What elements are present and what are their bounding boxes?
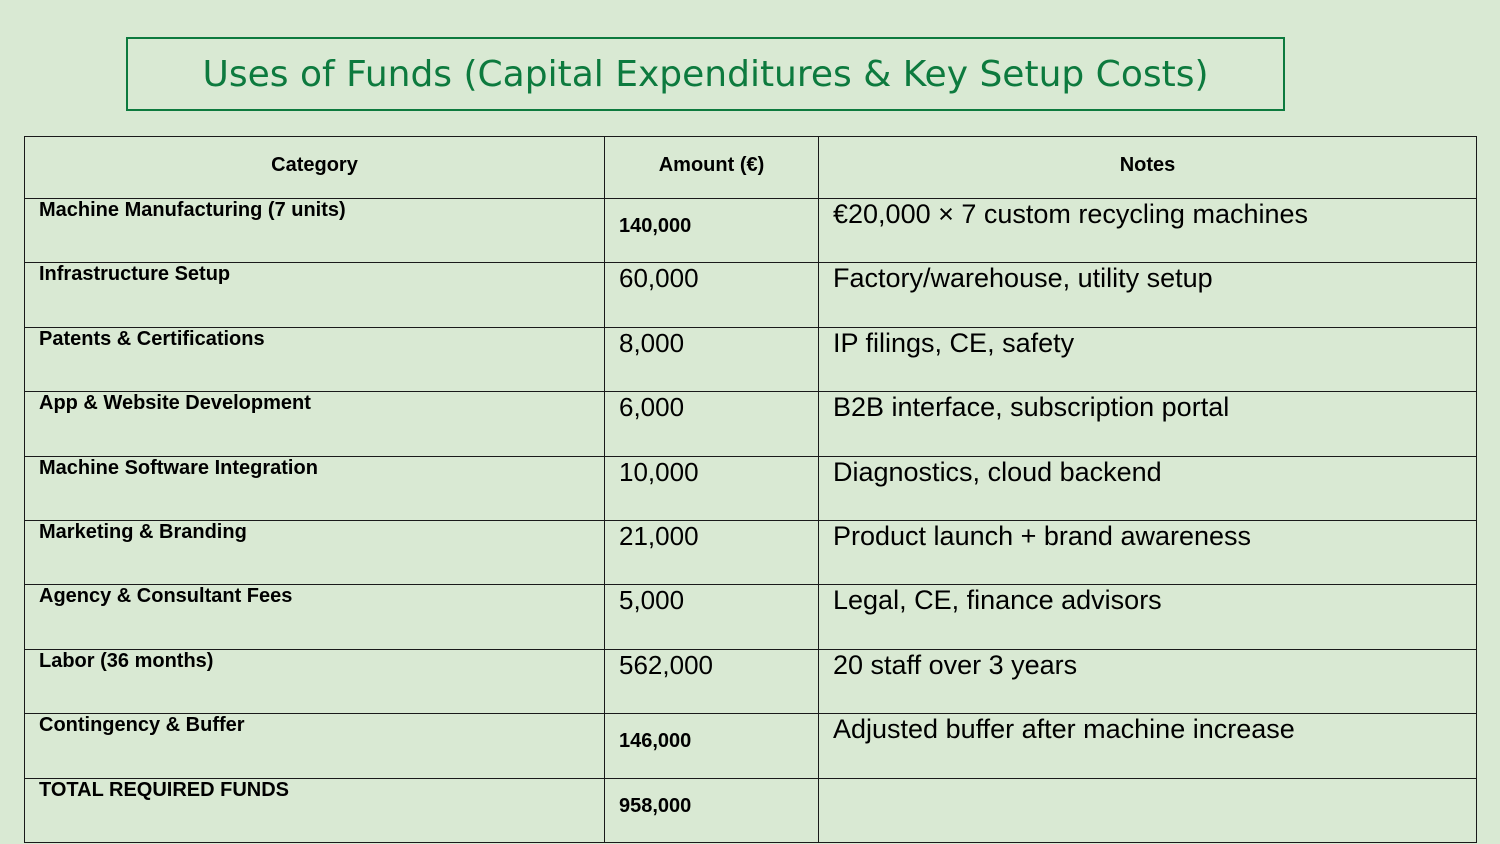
category-cell: TOTAL REQUIRED FUNDS — [25, 778, 605, 842]
notes-cell: Adjusted buffer after machine increase — [819, 714, 1477, 778]
category-cell: Labor (36 months) — [25, 649, 605, 713]
amount-cell: 146,000 — [605, 714, 819, 778]
notes-cell: Diagnostics, cloud backend — [819, 456, 1477, 520]
table-row — [25, 649, 1477, 713]
notes-cell: Product launch + brand awareness — [819, 520, 1477, 584]
table-row — [25, 585, 1477, 649]
table-row — [25, 714, 1477, 778]
notes-cell: 20 staff over 3 years — [819, 649, 1477, 713]
amount-cell: 562,000 — [605, 649, 819, 713]
category-cell: Agency & Consultant Fees — [25, 585, 605, 649]
table-row — [25, 199, 1477, 263]
column-header-amount: Amount (€) — [605, 137, 819, 199]
table-row — [25, 392, 1477, 456]
notes-cell: Factory/warehouse, utility setup — [819, 263, 1477, 327]
category-cell: Patents & Certifications — [25, 327, 605, 391]
table-row — [25, 263, 1477, 327]
table-body — [25, 199, 1477, 843]
notes-cell: €20,000 × 7 custom recycling machines — [819, 199, 1477, 263]
category-cell: Contingency & Buffer — [25, 714, 605, 778]
amount-cell: 6,000 — [605, 392, 819, 456]
amount-cell: 60,000 — [605, 263, 819, 327]
table-row — [25, 327, 1477, 391]
amount-cell: 958,000 — [605, 778, 819, 842]
page-title: Uses of Funds (Capital Expenditures & Key Setup Costs) — [202, 53, 1209, 95]
table-row — [25, 520, 1477, 584]
column-header-category: Category — [25, 137, 605, 199]
table-row — [25, 456, 1477, 520]
amount-cell: 21,000 — [605, 520, 819, 584]
notes-cell: B2B interface, subscription portal — [819, 392, 1477, 456]
amount-cell: 5,000 — [605, 585, 819, 649]
amount-cell: 8,000 — [605, 327, 819, 391]
amount-cell: 10,000 — [605, 456, 819, 520]
title-box — [126, 37, 1285, 111]
uses-of-funds-table — [24, 136, 1477, 843]
table-header-row — [25, 137, 1477, 199]
column-header-notes: Notes — [819, 137, 1477, 199]
category-cell: Machine Manufacturing (7 units) — [25, 199, 605, 263]
notes-cell: IP filings, CE, safety — [819, 327, 1477, 391]
category-cell: App & Website Development — [25, 392, 605, 456]
table-row — [25, 778, 1477, 842]
category-cell: Marketing & Branding — [25, 520, 605, 584]
category-cell: Machine Software Integration — [25, 456, 605, 520]
amount-cell: 140,000 — [605, 199, 819, 263]
notes-cell — [819, 778, 1477, 842]
category-cell: Infrastructure Setup — [25, 263, 605, 327]
notes-cell: Legal, CE, finance advisors — [819, 585, 1477, 649]
